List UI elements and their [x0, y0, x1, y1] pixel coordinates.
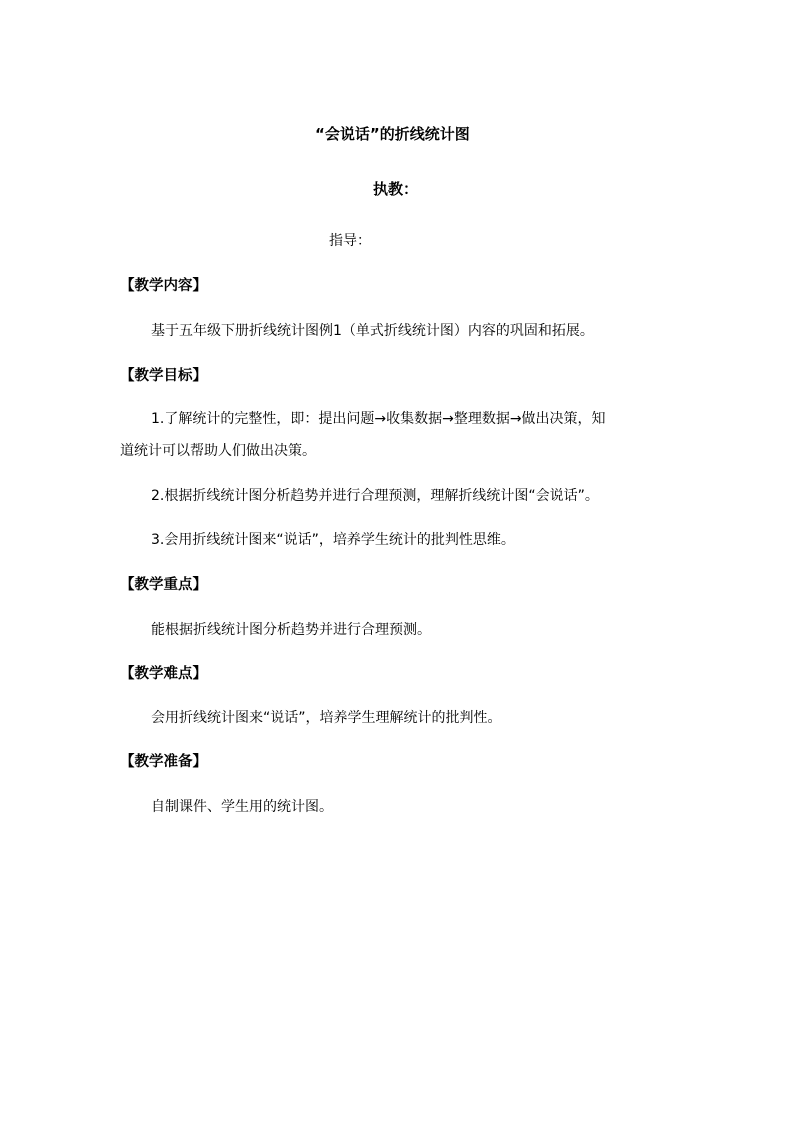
- section-heading-key-points: 【教学重点】: [120, 577, 207, 593]
- section-paragraph: 3.会用折线统计图来“说话”，培养学生统计的批判性思维。: [151, 532, 515, 548]
- section-paragraph: 2.根据折线统计图分析趋势并进行合理预测，理解折线统计图“会说话”。: [151, 488, 599, 504]
- section-heading-preparation: 【教学准备】: [120, 754, 207, 770]
- section-paragraph: 自制课件、学生用的统计图。: [151, 799, 333, 815]
- section-paragraph: 基于五年级下册折线统计图例1（单式折线统计图）内容的巩固和拓展。: [151, 323, 594, 339]
- guide-label: 指导：: [329, 233, 371, 249]
- teacher-label: 执教：: [373, 180, 419, 198]
- section-heading-content: 【教学内容】: [120, 278, 207, 294]
- section-heading-difficulties: 【教学难点】: [120, 666, 207, 682]
- section-paragraph: 能根据折线统计图分析趋势并进行合理预测。: [151, 622, 431, 638]
- section-paragraph: 1.了解统计的完整性，即：提出问题→收集数据→整理数据→做出决策，知: [151, 411, 606, 427]
- section-heading-objectives: 【教学目标】: [120, 368, 207, 384]
- section-paragraph: 道统计可以帮助人们做出决策。: [120, 443, 316, 459]
- section-paragraph: 会用折线统计图来“说话”，培养学生理解统计的批判性。: [151, 710, 502, 726]
- document-title: “会说话”的折线统计图: [315, 125, 470, 143]
